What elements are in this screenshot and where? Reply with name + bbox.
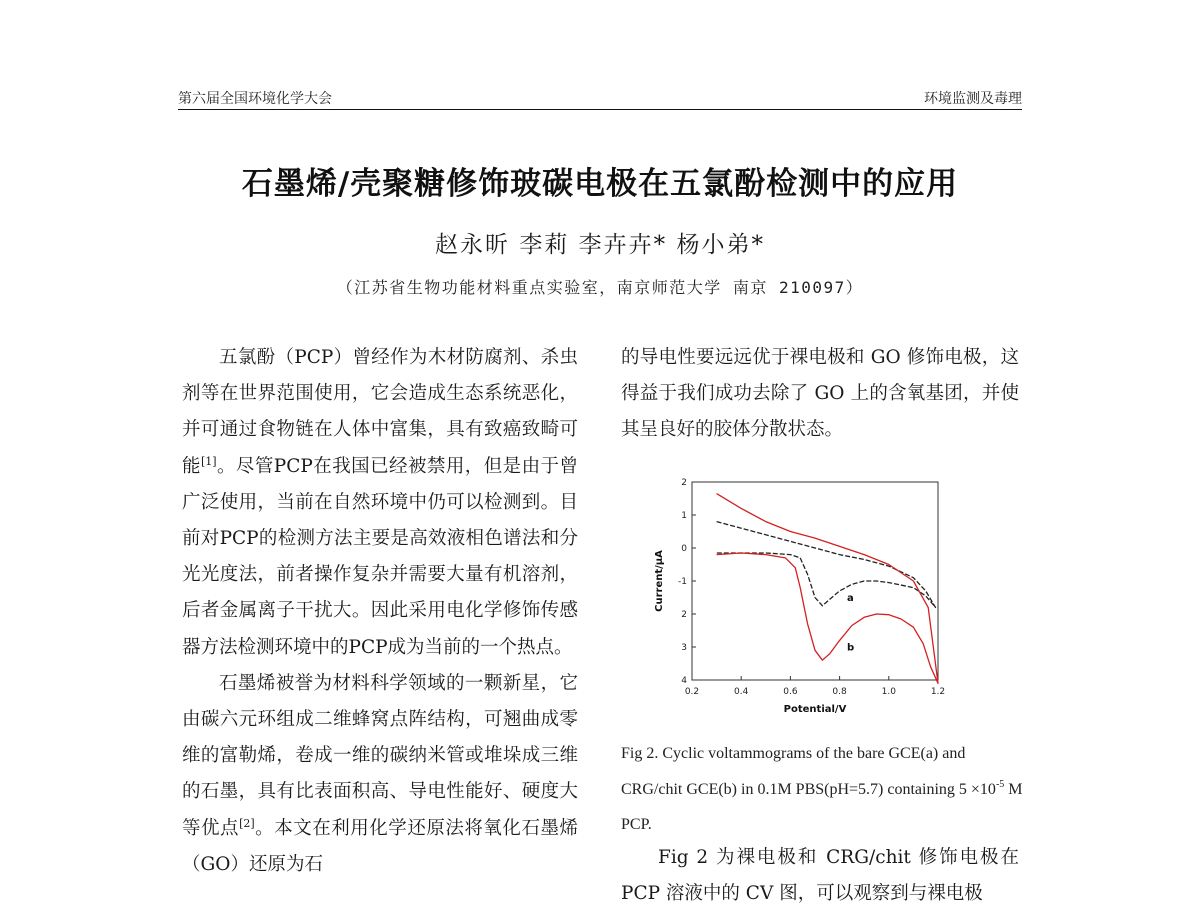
paragraph-conductivity: 的导电性要远远优于裸电极和 GO 修饰电极，这得益于我们成功去除了 GO 上的含氧基团，并使其呈良好的胶体分散状态。 bbox=[621, 347, 1019, 441]
y-tick-label: 1 bbox=[681, 511, 687, 521]
citation-ref: [2] bbox=[239, 816, 255, 830]
y-tick-label: 4 bbox=[681, 676, 687, 686]
paragraph-text: 。本文在利用化学还原法将氧化石墨烯（GO）还原为石 bbox=[182, 817, 578, 875]
caption-text: M PCP. bbox=[621, 780, 1023, 833]
paragraph-fig2 bbox=[621, 840, 1019, 912]
running-header-right: 环境监测及毒理 bbox=[924, 91, 1022, 107]
paragraph-text: Fig 2 为裸电极和 CRG/chit 修饰电极在 PCP 溶液中的 CV 图，可以观察到与裸电极 bbox=[621, 847, 1019, 905]
x-tick-label: 1.0 bbox=[881, 687, 896, 697]
figure-caption bbox=[621, 736, 1023, 843]
curve-label-b: b bbox=[846, 642, 855, 654]
paragraph-text: 石墨烯被誉为材料科学领域的一颗新星，它由碳六元环组成二维蜂窝点阵结构，可翘曲成零维的富勒烯，卷成一维的碳纳米管或堆垛成三维的石墨，具有比表面积高、导电性能好、硬度大等优点 bbox=[182, 672, 578, 839]
y-tick-label: -1 bbox=[678, 577, 687, 587]
x-tick-label: 0.6 bbox=[783, 687, 798, 697]
y-axis-label: Current/μA bbox=[654, 550, 665, 612]
figure-cv bbox=[640, 470, 960, 718]
caption-exponent: -5 bbox=[995, 778, 1005, 790]
paragraph-text: 五氯酚（PCP）曾经作为木材防腐剂、杀虫剂等在世界范围使用，它会造成生态系统恶化，并可通过食物链在人体中富集，具有致癌致畸可能 bbox=[182, 347, 578, 477]
paragraph-graphene bbox=[182, 666, 578, 883]
authors: 赵永昕 李莉 李卉卉* 杨小弟* bbox=[435, 232, 765, 258]
curve-label-a: a bbox=[846, 592, 854, 604]
y-tick-label: 2 bbox=[681, 478, 687, 488]
y-tick-label: 2 bbox=[681, 610, 687, 620]
right-column bbox=[621, 340, 1019, 449]
x-tick-label: 1.2 bbox=[930, 687, 946, 697]
x-tick-label: 0.4 bbox=[734, 687, 749, 697]
paragraph-text: 。尽管PCP在我国已经被禁用，但是由于曾广泛使用，当前在自然环境中仍可以检测到。目前对PCP的检测方法主要是高效液相色谱法和分光光度法，前者操作复杂并需要大量有机溶剂，后者金属离子干扰大。因此采用电化学修饰传感器方法检测环境中的PCP成为当前的一个热点。 bbox=[182, 455, 578, 658]
running-header-left: 第六届全国环境化学大会 bbox=[178, 91, 332, 107]
x-tick-label: 0.2 bbox=[684, 687, 700, 697]
caption-text: Fig 2. Cyclic voltammograms of the bare GCE(a) and CRG/chit GCE(b) in 0.1M PBS(pH=5.7) containing 5 ×10 bbox=[621, 745, 996, 798]
x-axis-label: Potential/V bbox=[783, 704, 847, 715]
paragraph-intro bbox=[182, 340, 578, 666]
paper-title: 石墨烯/壳聚糖修饰玻碳电极在五氯酚检测中的应用 bbox=[241, 166, 959, 202]
header-rule bbox=[178, 109, 1022, 110]
cv-chart bbox=[640, 470, 960, 718]
series-a-curve bbox=[717, 522, 936, 608]
y-tick-label: 0 bbox=[681, 544, 687, 554]
series-b-curve bbox=[717, 494, 938, 684]
citation-ref: [1] bbox=[200, 454, 217, 468]
y-tick-label: 3 bbox=[681, 643, 687, 653]
affiliation: （江苏省生物功能材料重点实验室，南京师范大学 南京 210097） bbox=[336, 278, 864, 297]
left-column bbox=[182, 340, 578, 883]
x-tick-label: 0.8 bbox=[832, 687, 847, 697]
